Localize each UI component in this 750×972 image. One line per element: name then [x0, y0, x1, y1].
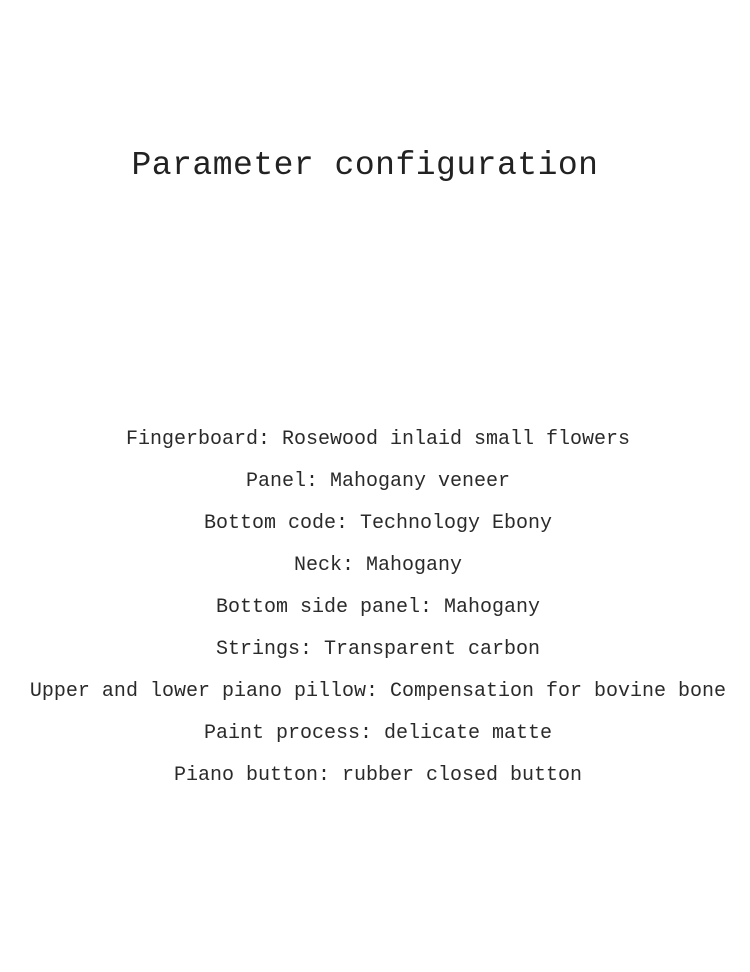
page-title: Parameter configuration: [131, 147, 599, 184]
spec-label: Bottom code: [203, 512, 336, 535]
spec-label: Neck: [293, 554, 342, 577]
spec-item-fingerboard: Fingerboard: Rosewood inlaid small flowers: [125, 428, 631, 451]
spec-label: Strings: [215, 638, 300, 661]
spec-value: Mahogany veneer: [330, 470, 511, 493]
spec-list: [0, 419, 750, 797]
spec-value: Rosewood inlaid small flowers: [281, 428, 631, 451]
spec-item-neck: Neck: Mahogany: [293, 554, 463, 577]
spec-value: Technology Ebony: [360, 512, 553, 535]
spec-item-panel: Panel: Mahogany veneer: [245, 470, 511, 493]
spec-label: Paint process: [203, 722, 360, 745]
spec-label: Panel: [245, 470, 306, 493]
spec-value: Mahogany: [444, 596, 541, 619]
spec-item-strings: Strings: Transparent carbon: [215, 638, 541, 661]
spec-item-paint-process: Paint process: delicate matte: [203, 722, 553, 745]
spec-label: Fingerboard: [125, 428, 258, 451]
spec-item-bottom-side-panel: Bottom side panel: Mahogany: [215, 596, 541, 619]
spec-value: Compensation for bovine bone: [390, 680, 727, 703]
spec-label: Upper and lower piano pillow: [29, 680, 366, 703]
spec-label: Piano button: [173, 764, 318, 787]
spec-value: rubber closed button: [342, 764, 583, 787]
spec-value: Transparent carbon: [323, 638, 541, 661]
spec-item-piano-button: Piano button: rubber closed button: [173, 764, 583, 787]
spec-value: delicate matte: [384, 722, 553, 745]
spec-item-bottom-code: Bottom code: Technology Ebony: [203, 512, 553, 535]
spec-value: Mahogany: [366, 554, 463, 577]
spec-label: Bottom side panel: [215, 596, 420, 619]
spec-item-piano-pillow: Upper and lower piano pillow: Compensation for bovine bone: [29, 680, 727, 703]
